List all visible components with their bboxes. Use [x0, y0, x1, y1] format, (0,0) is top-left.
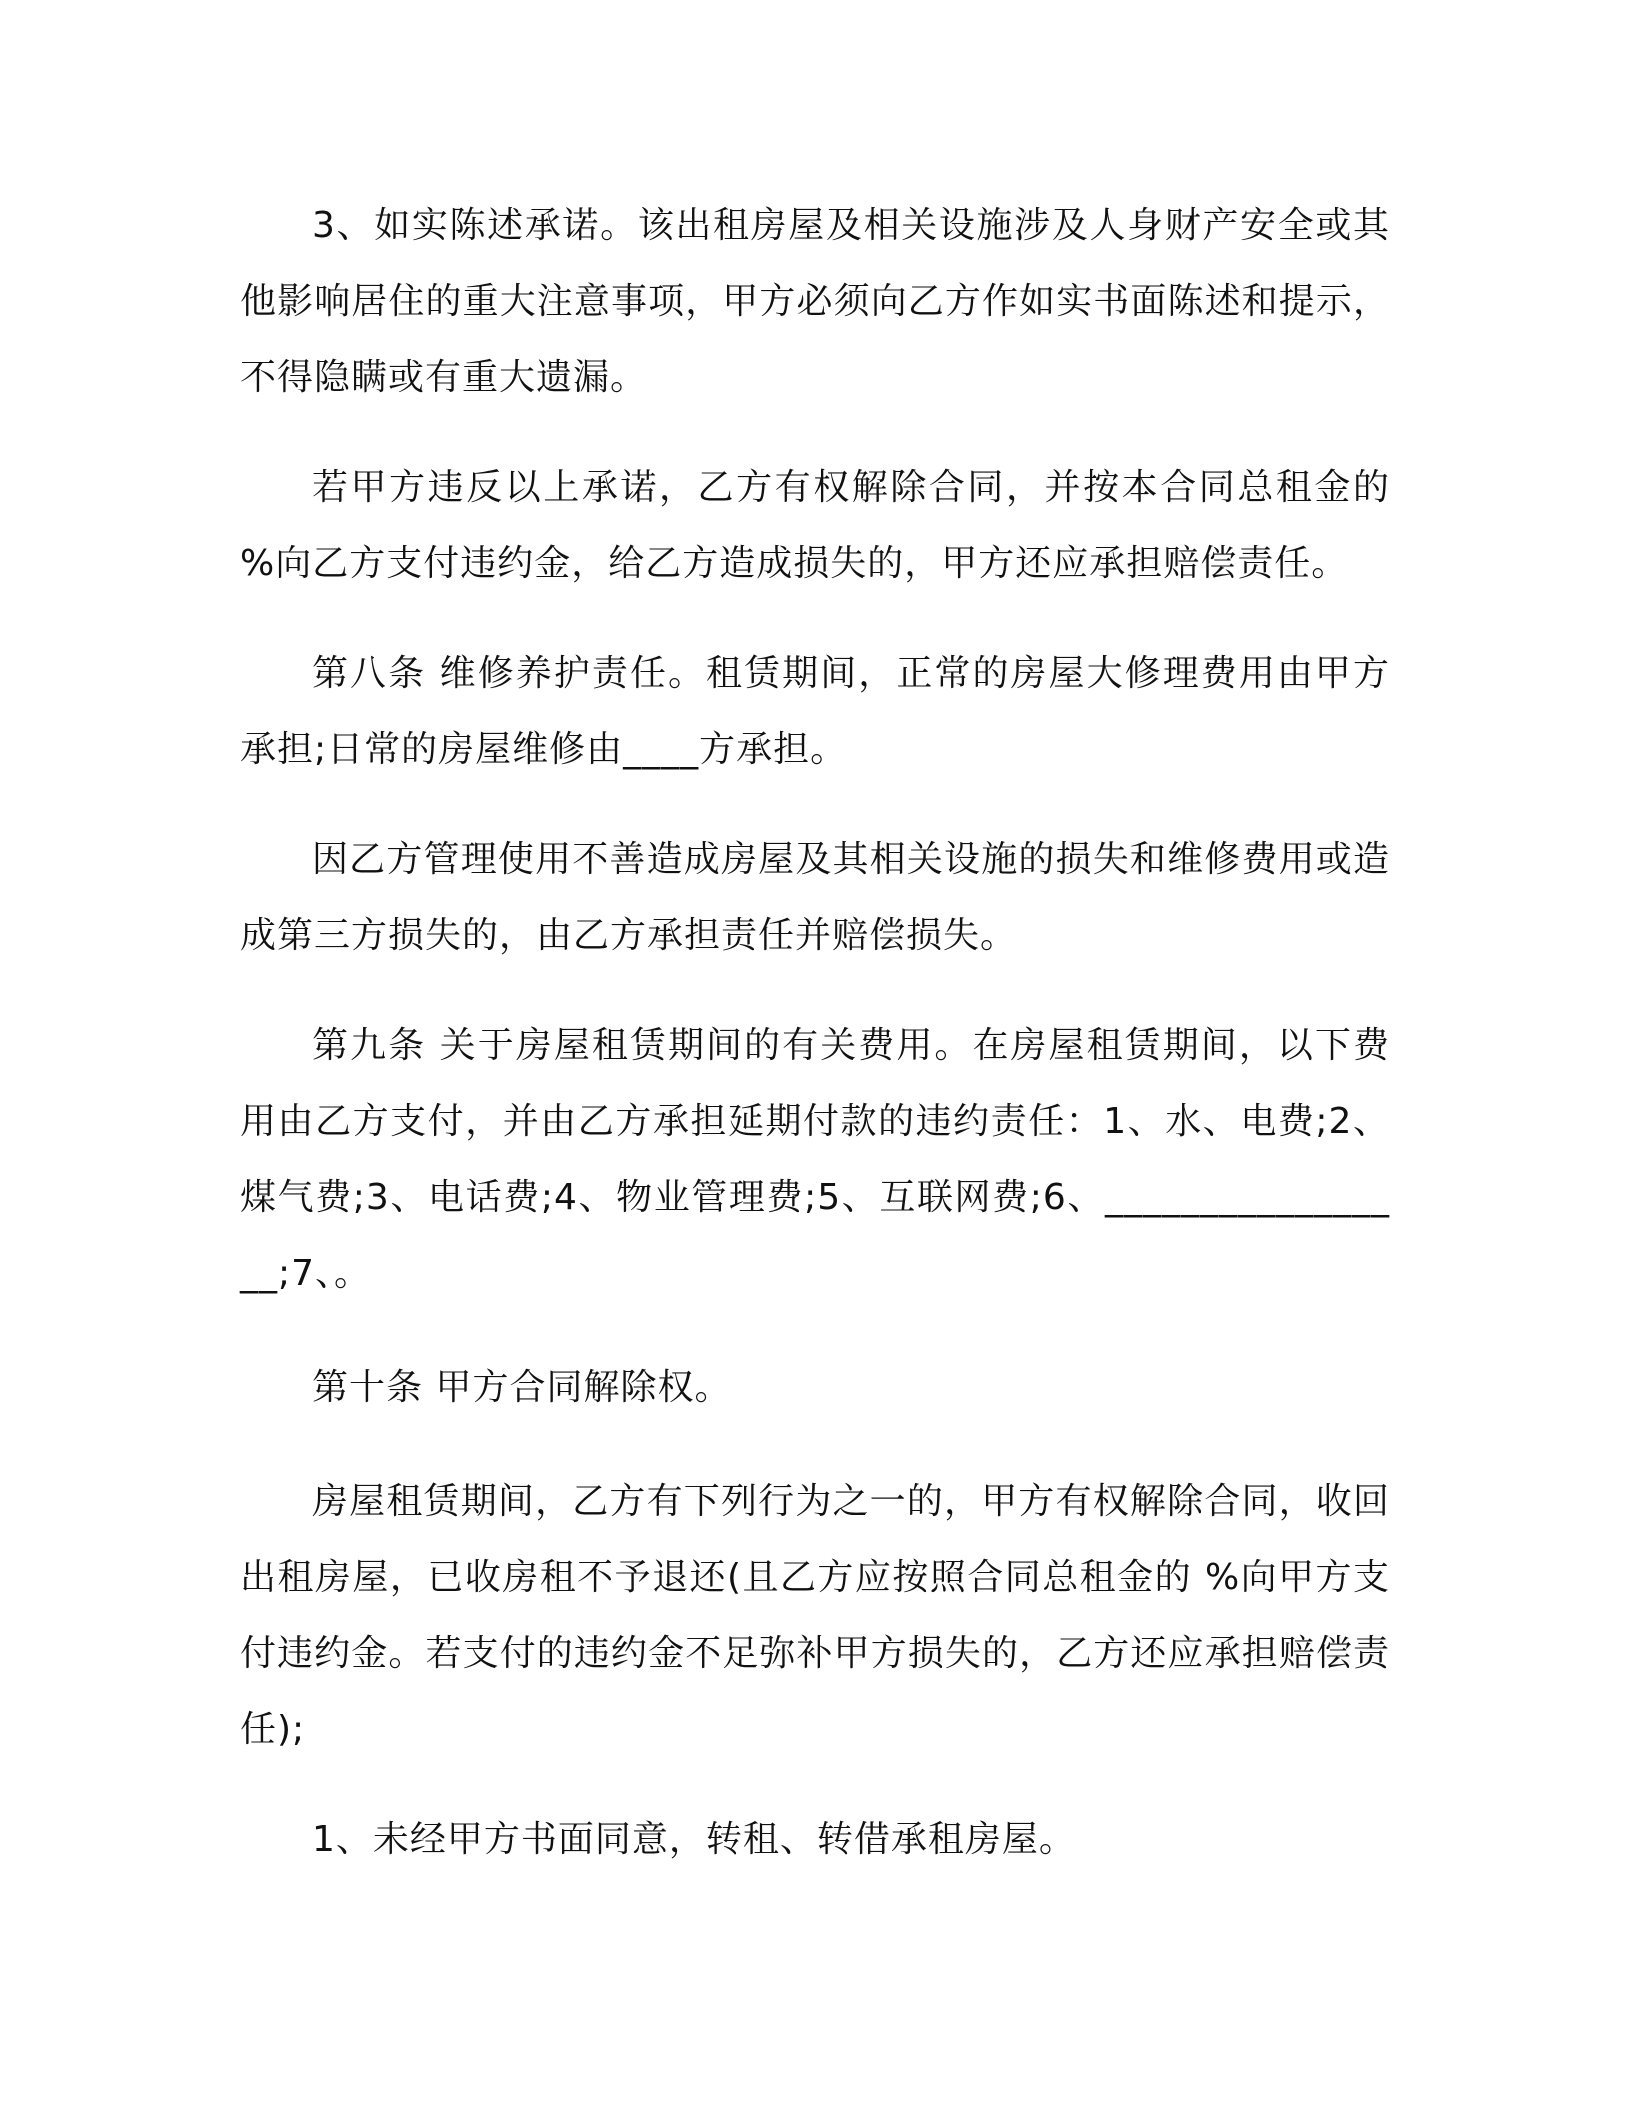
paragraph-condition-1-sublease: 1、未经甲方书面同意，转租、转借承租房屋。 [312, 1819, 1076, 1860]
paragraph-termination-conditions: 房屋租赁期间，乙方有下列行为之一的，甲方有权解除合同，收回出租房屋，已收房租不予退还(且乙方应按照合同总租金的 %向甲方支付违约金。若支付的违约金不足弥补甲方损失的，乙方还应承担赔偿责任); [240, 1481, 1390, 1750]
paragraph-article-10-termination: 第十条 甲方合同解除权。 [312, 1367, 732, 1408]
paragraph-article-8-maintenance: 第八条 维修养护责任。租赁期间，正常的房屋大修理费用由甲方承担;日常的房屋维修由____方承担。 [240, 653, 1390, 770]
paragraph-article-9-fees: 第九条 关于房屋租赁期间的有关费用。在房屋租赁期间，以下费用由乙方支付，并由乙方承担延期付款的违约责任：1、水、电费;2、煤气费;3、电话费;4、物业管理费;5、互联网费;6、_________________;7、。 [240, 1025, 1390, 1294]
paragraph-breach-penalty: 若甲方违反以上承诺，乙方有权解除合同，并按本合同总租金的 %向乙方支付违约金，给乙方造成损失的，甲方还应承担赔偿责任。 [240, 467, 1403, 584]
paragraph-disclosure-promise: 3、如实陈述承诺。该出租房屋及相关设施涉及人身财产安全或其他影响居住的重大注意事项，甲方必须向乙方作如实书面陈述和提示，不得隐瞒或有重大遗漏。 [240, 205, 1390, 398]
document-body [240, 188, 1403, 1878]
paragraph-tenant-damage-liability: 因乙方管理使用不善造成房屋及其相关设施的损失和维修费用或造成第三方损失的，由乙方承担责任并赔偿损失。 [240, 839, 1390, 956]
